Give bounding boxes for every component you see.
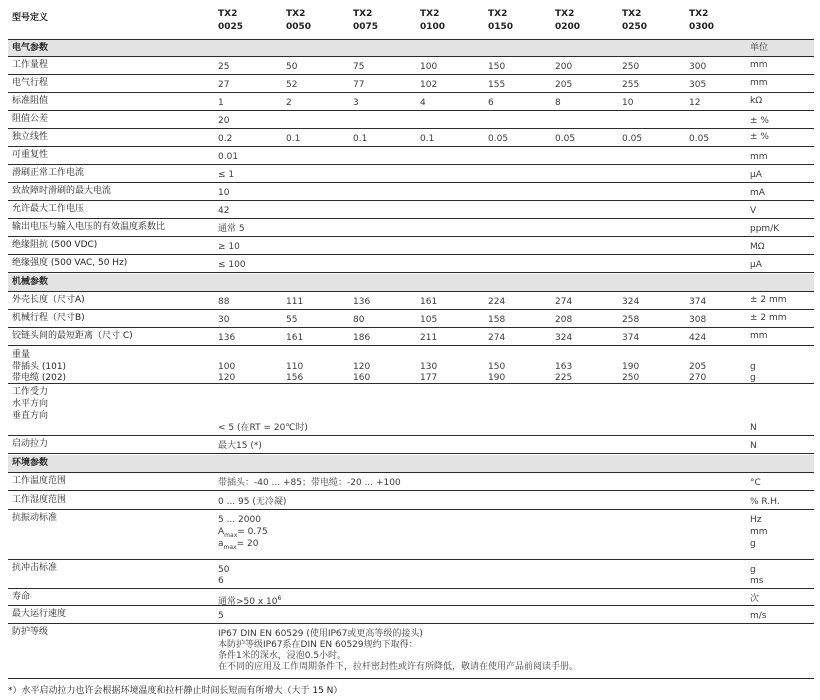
spec-row [8,237,814,255]
value-cell: 190 [622,362,640,372]
unit-cell: g [750,362,756,372]
spec-row [8,129,814,147]
unit-cell: Hz [750,515,762,525]
value-cell: 205 [689,362,707,372]
value-cell: 163 [555,362,573,372]
value-cell: 102 [420,80,438,90]
value-cell: 200 [555,62,573,72]
value-cell: 80 [353,315,365,325]
model-code-number: 0075 [353,22,379,32]
unit-cell: ± % [750,132,769,142]
value-cell: 100 [218,362,236,372]
row-label: 工作受力 [12,387,49,397]
spec-row [8,57,814,75]
model-code-series: TX2 [689,9,709,19]
unit-cell: g [750,565,756,575]
row-label: 滑刷正常工作电流 [12,168,85,178]
value-cell: 177 [420,373,438,383]
model-code-series: TX2 [420,9,440,19]
row-label: 可重复性 [12,150,49,160]
value-cell: 255 [622,80,640,90]
model-label: 型号定义 [12,13,49,23]
spec-row [8,183,814,201]
row-label: 外壳长度（尺寸A) [12,295,85,305]
spec-row [8,560,814,589]
span-value: ≤ 100 [218,260,246,270]
value-cell: 130 [420,362,438,372]
span-value: 42 [218,206,230,216]
unit-cell: µA [750,260,762,270]
value-cell: 110 [286,362,304,372]
model-code-number: 0150 [488,22,514,32]
model-code-series: TX2 [555,9,575,19]
sub-row-label: 带插头 (101) [12,362,67,372]
value-cell: 52 [286,80,298,90]
unit-cell: MΩ [750,242,765,252]
unit-cell: mm [750,331,768,341]
model-code-number: 0100 [420,22,446,32]
symbol: a [218,539,224,549]
section-title: 环境参数 [12,458,49,468]
value-cell: 0.05 [555,134,576,144]
value-cell: 208 [555,315,573,325]
value-cell: 2 [286,98,292,108]
span-text: = 20 [236,539,259,549]
value-cell: 155 [488,80,506,90]
value-cell: 258 [622,315,640,325]
value-cell: 0.1 [286,134,301,144]
value-cell: 186 [353,333,371,343]
unit-cell: 单位 [750,43,769,53]
spec-row [8,255,814,273]
value-cell: 250 [622,62,640,72]
row-label: 绝缘阻抗 (500 VDC) [12,240,98,250]
span-value: 0.01 [218,152,239,162]
value-cell: 324 [555,333,573,343]
row-label: 机械行程（尺寸B) [12,313,85,323]
sub-row-label: 垂直方向 [12,411,49,421]
model-code-series: TX2 [218,9,238,19]
value-cell: 205 [555,80,573,90]
span-value: 0 ... 95 (无冷凝) [218,497,287,507]
value-cell: 225 [555,373,573,383]
row-label: 电气行程 [12,78,49,88]
symbol-subscript: max [223,543,237,551]
model-code-number: 0025 [218,22,244,32]
value-cell: 0.05 [622,134,643,144]
model-code-number: 0050 [286,22,312,32]
unit-cell: m/s [750,611,767,621]
span-text: = 0.75 [237,527,268,537]
value-cell: 0.2 [218,134,233,144]
row-label: 输出电压与输入电压的有效温度系数比 [12,222,166,232]
value-cell: 77 [353,80,365,90]
row-label: 重量 [12,350,31,360]
footnote: *）水平启动拉力也许会根据环境温度和拉杆静止时间长短而有所增大（大于 15 N） [8,686,343,696]
unit-cell: mm [750,527,768,537]
model-code-number: 0250 [622,22,648,32]
row-label: 寿命 [12,592,31,602]
spec-row [8,147,814,165]
section-title: 机械参数 [12,277,49,287]
spec-row [8,589,814,606]
section-title: 电气参数 [12,43,49,53]
value-cell: 158 [488,315,506,325]
value-cell: 50 [286,62,298,72]
unit-cell: % R.H. [750,497,780,507]
value-cell: 4 [420,98,426,108]
row-label: 防护等级 [12,627,49,637]
span-value: 20 [218,116,230,126]
unit-cell: mm [750,78,768,88]
value-cell: 105 [420,315,438,325]
span-value [218,538,258,554]
symbol-subscript: max [224,531,238,539]
span-value: 5 [218,611,224,621]
unit-cell: ppm/K [750,224,780,234]
row-label: 工作湿度范围 [12,495,67,505]
span-value: 在不同的应用及工作周期条件下，拉杆密封性或许有所降低，敬请在使用产品前阅读手册。 [218,662,579,672]
model-code-number: 0200 [555,22,581,32]
unit-cell: ± % [750,116,769,126]
row-label: 工作温度范围 [12,476,67,486]
span-value: ≥ 10 [218,242,240,252]
value-cell: 156 [286,373,304,383]
row-label: 阻值公差 [12,114,49,124]
spec-row [8,624,814,679]
value-cell: 274 [555,297,573,307]
unit-cell: ± 2 mm [750,295,787,305]
value-cell: 161 [286,333,304,343]
value-cell: 305 [689,80,707,90]
unit-cell: °C [750,478,761,488]
span-value: 10 [218,188,230,198]
value-cell: 120 [218,373,236,383]
value-cell: 6 [488,98,494,108]
value-cell: 10 [622,98,634,108]
span-value: 最大15 (*) [218,441,262,451]
row-label: 致故障时滑刷的最大电流 [12,186,112,196]
unit-cell: N [750,423,757,433]
row-label: 启动拉力 [12,439,49,449]
value-cell: 161 [420,297,438,307]
value-cell: 300 [689,62,707,72]
span-text: 通常>50 x 10 [218,597,278,607]
model-code-series: TX2 [353,9,373,19]
value-cell: 150 [488,362,506,372]
value-cell: 8 [555,98,561,108]
span-value: 带插头：-40 ... +85；带电缆：-20 ... +100 [218,478,401,488]
symbol: A [218,527,225,537]
model-code-series: TX2 [286,9,306,19]
value-cell: 270 [689,373,707,383]
row-label: 标准阻值 [12,96,49,106]
value-cell: 30 [218,315,230,325]
span-value: < 5 (在RT = 20℃时) [218,423,308,433]
unit-cell: ± 2 mm [750,313,787,323]
row-label: 允许最大工作电压 [12,204,85,214]
value-cell: 250 [622,373,640,383]
value-cell: 136 [353,297,371,307]
row-label: 工作量程 [12,60,49,70]
value-cell: 274 [488,333,506,343]
spec-row [8,75,814,93]
spec-row [8,436,814,454]
spec-row [8,473,814,491]
unit-cell: g [750,539,756,549]
unit-cell: mA [750,188,765,198]
row-label: 独立线性 [12,132,49,142]
section-row [8,455,814,473]
row-label: 铰链头间的最短距离（尺寸 C) [12,331,133,341]
spec-row [8,165,814,183]
unit-cell: mm [750,60,768,70]
sub-row-label: 带电缆 (202) [12,373,67,383]
value-cell: 224 [488,297,506,307]
value-cell: 324 [622,297,640,307]
value-cell: 0.05 [488,134,509,144]
span-value: ≤ 1 [218,170,235,180]
value-cell: 308 [689,315,707,325]
model-code-number: 0300 [689,22,715,32]
spec-row [8,111,814,129]
row-label: 抗振动标准 [12,513,58,523]
value-cell: 0.1 [420,134,435,144]
value-cell: 75 [353,62,365,72]
value-cell: 0.1 [353,134,368,144]
span-value: 6 [218,576,224,586]
value-cell: 111 [286,297,304,307]
span-value: IP67 DIN EN 60529 (使用IP67或更高等级的接头) [218,629,423,639]
unit-cell: 次 [750,594,760,604]
spec-row [8,93,814,111]
unit-cell: ms [750,576,764,586]
value-cell: 25 [218,62,230,72]
spec-row [8,310,814,328]
spec-row [8,347,814,384]
span-value: 5 ... 2000 [218,515,261,525]
section-row [8,274,814,292]
value-cell: 100 [420,62,438,72]
value-cell: 424 [689,333,707,343]
value-cell: 160 [353,373,371,383]
value-cell: 88 [218,297,230,307]
value-cell: 55 [286,315,298,325]
section-row [8,40,814,57]
value-cell: 1 [218,98,224,108]
row-label: 抗冲击标准 [12,563,58,573]
span-exponent: 6 [277,595,282,602]
value-cell: 190 [488,373,506,383]
value-cell: 12 [689,98,701,108]
row-label: 绝缘强度 (500 VAC, 50 Hz) [12,258,128,268]
value-cell: 150 [488,62,506,72]
value-cell: 27 [218,80,230,90]
unit-cell: mm [750,152,768,162]
spec-row [8,219,814,237]
spec-row [8,328,814,346]
value-cell: 3 [353,98,359,108]
spec-row [8,510,814,560]
spec-row [8,492,814,510]
span-value: 本防护等级IP67系在DIN EN 60529规约下取得： [218,640,418,650]
sub-row-label: 水平方向 [12,399,49,409]
value-cell: 374 [622,333,640,343]
header-row [8,6,814,40]
row-label: 最大运行速度 [12,609,67,619]
model-code-series: TX2 [488,9,508,19]
value-cell: 0.05 [689,134,710,144]
value-cell: 136 [218,333,236,343]
model-code-series: TX2 [622,9,642,19]
span-value: 50 [218,565,230,575]
unit-cell: µA [750,170,762,180]
unit-cell: kΩ [750,96,763,106]
span-value: 条件1米的深水，浸泡0.5小时。 [218,651,347,661]
unit-cell: N [750,441,757,451]
unit-cell: V [750,206,757,216]
span-value: 通常 5 [218,224,245,234]
unit-cell: g [750,373,756,383]
value-cell: 211 [420,333,438,343]
value-cell: 120 [353,362,371,372]
spec-row [8,606,814,624]
spec-row [8,201,814,219]
spec-row [8,292,814,310]
value-cell: 374 [689,297,707,307]
spec-row [8,384,814,436]
